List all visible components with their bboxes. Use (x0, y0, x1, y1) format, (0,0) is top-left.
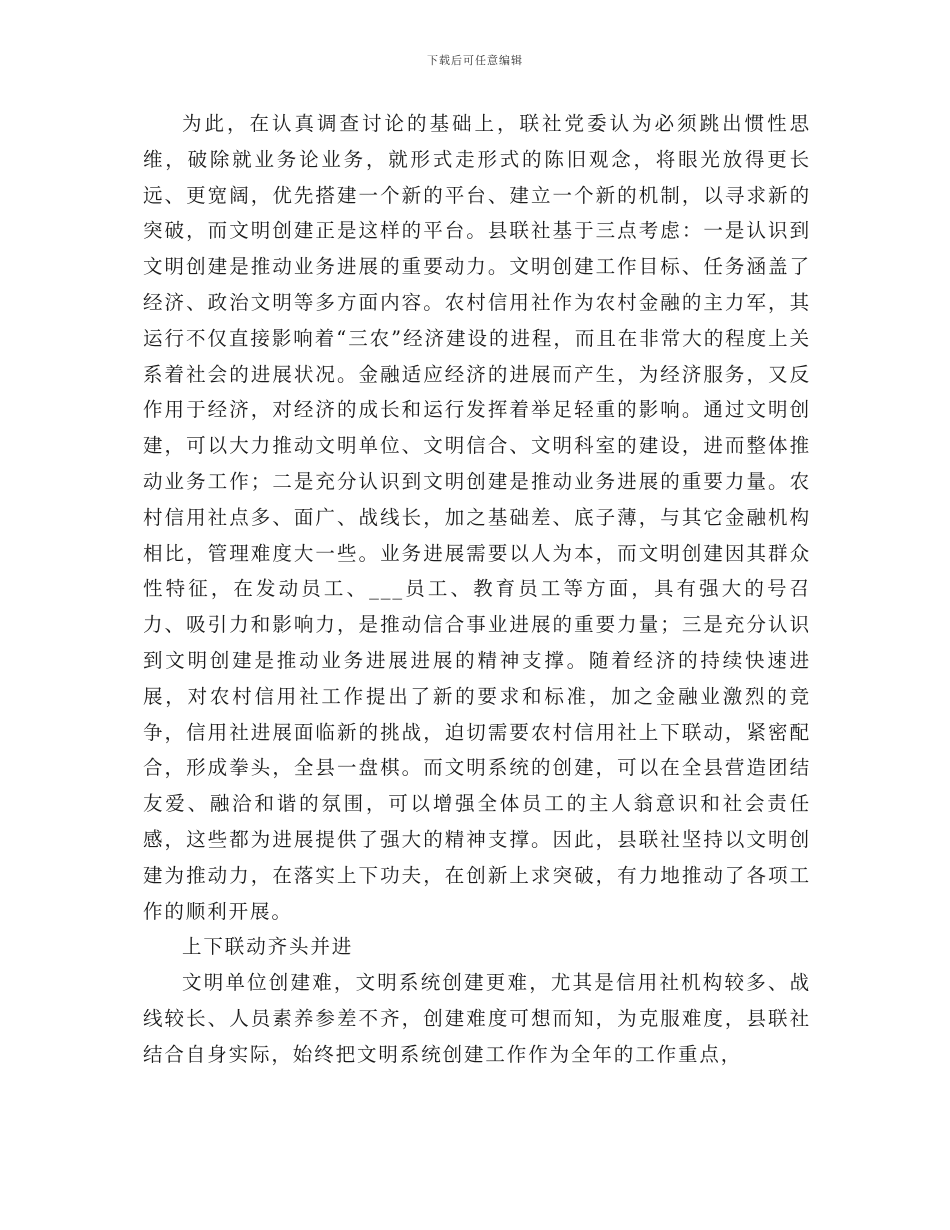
page-header: 下载后可任意编辑 (427, 54, 523, 67)
document-body (143, 106, 811, 1073)
paragraph: 为此，在认真调查讨论的基础上，联社党委认为必须跳出惯性思维，破除就业务论业务，就形式走形式的陈旧观念，将眼光放得更长远、更宽阔，优先搭建一个新的平台、建立一个新的机制，以寻求新的突破，而文明创建正是这样的平台。县联社基于三点考虑：一是认识到文明创建是推动业务进展的重要动力。文明创建工作目标、任务涵盖了经济、政治文明等多方面内容。农村信用社作为农村金融的主力军，其运行不仅直接影响着“三农”经济建设的进程，而且在非常大的程度上关系着社会的进展状况。金融适应经济的进展而产生，为经济服务，又反作用于经济，对经济的成长和运行发挥着举足轻重的影响。通过文明创建，可以大力推动文明单位、文明信合、文明科室的建设，进而整体推动业务工作；二是充分认识到文明创建是推动业务进展的重要力量。农村信用社点多、面广、战线长，加之基础差、底子薄，与其它金融机构相比，管理难度大一些。业务进展需要以人为本，而文明创建因其群众性特征，在发动员工、___员工、教育员工等方面，具有强大的号召力、吸引力和影响力，是推动信合事业进展的重要力量；三是充分认识到文明创建是推动业务进展进展的精神支撑。随着经济的持续快速进展，对农村信用社工作提出了新的要求和标准，加之金融业激烈的竞争，信用社进展面临新的挑战，迫切需要农村信用社上下联动，紧密配合，形成拳头，全县一盘棋。而文明系统的创建，可以在全县营造团结友爱、融洽和谐的氛围，可以增强全体员工的主人翁意识和社会责任感，这些都为进展提供了强大的精神支撑。因此，县联社坚持以文明创建为推动力，在落实上下功夫，在创新上求突破，有力地推动了各项工作的顺利开展。 (143, 112, 811, 923)
section-heading: 上下联动齐头并进 (182, 935, 354, 959)
paragraph: 文明单位创建难，文明系统创建更难，尤其是信用社机构较多、战线较长、人员素养参差不齐，创建难度可想而知，为克服难度，县联社结合自身实际，始终把文明系统创建工作作为全年的工作重点， (143, 971, 811, 1066)
